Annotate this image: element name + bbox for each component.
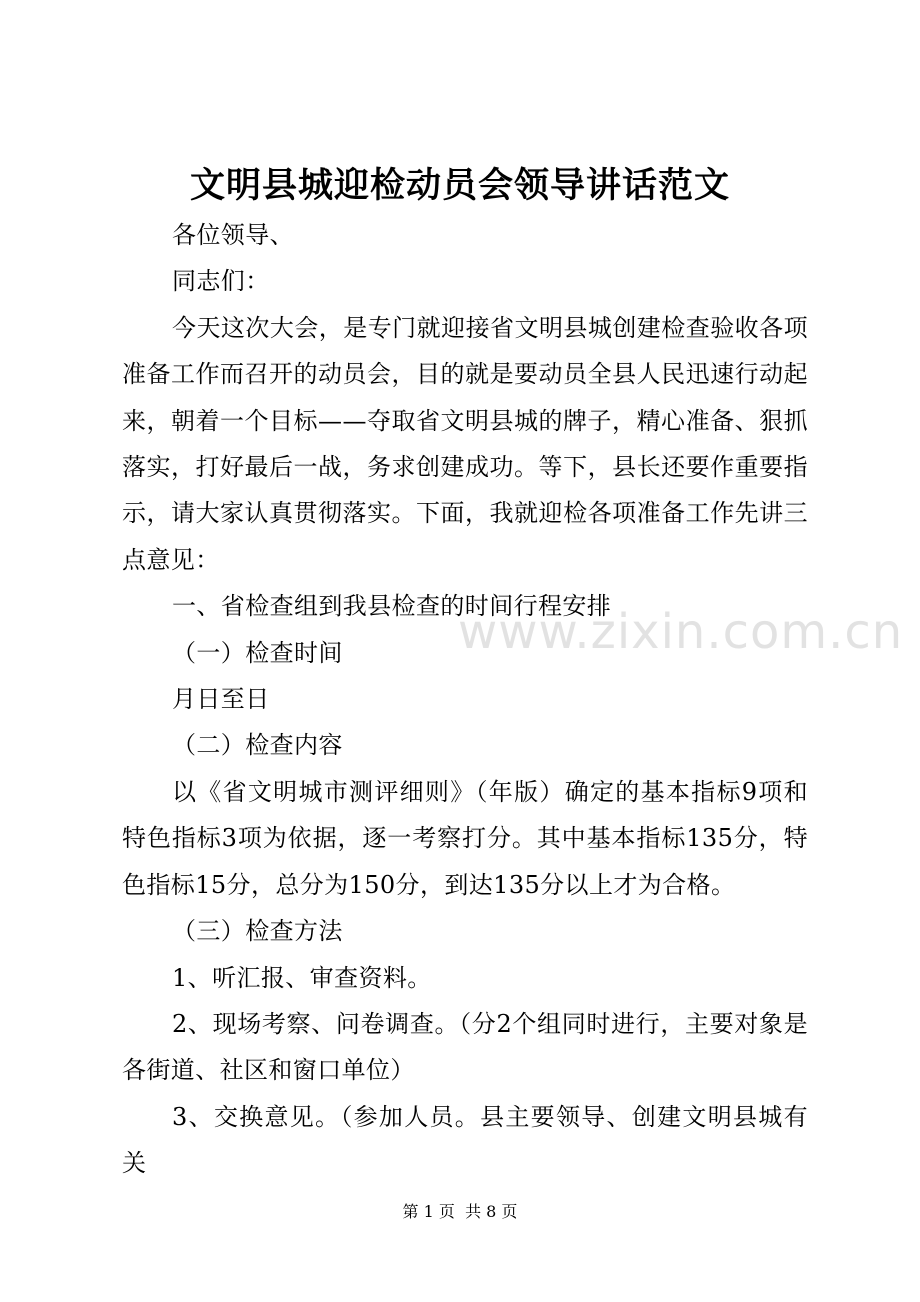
document-body xyxy=(122,212,808,1187)
inspection-time-text: 月日至日 xyxy=(172,685,270,714)
method-item-2: 2、现场考察、问卷调查。（分2个组同时进行，主要对象是各街道、社区和窗口单位） xyxy=(122,1009,808,1085)
subheading-inspection-method: （三）检查方法 xyxy=(172,917,343,946)
method-item-1: 1、听汇报、审查资料。 xyxy=(172,963,432,992)
watermark: www.zixin.com.cn xyxy=(458,604,904,660)
inspection-content-paragraph: 以《省文明城市测评细则》（年版）确定的基本指标9项和特色指标3项为依据，逐一考察打分。其中基本指标135分，特色指标15分，总分为150分，到达135分以上才为合格。 xyxy=(122,777,808,899)
subheading-inspection-time: （一）检查时间 xyxy=(172,638,343,667)
salutation-comrades: 同志们： xyxy=(172,267,270,296)
intro-paragraph: 今天这次大会，是专门就迎接省文明县城创建检查验收各项准备工作而召开的动员会，目的就是要动员全县人民迅速行动起来，朝着一个目标——夺取省文明县城的牌子，精心准备、狠抓落实，打好最后一战，务求创建成功。等下，县长还要作重要指示，请大家认真贯彻落实。下面，我就迎检各项准备工作先讲三点意见： xyxy=(122,313,808,574)
page-footer: 第 1 页 共 8 页 xyxy=(402,1202,518,1221)
section-heading-1: 一、省检查组到我县检查的时间行程安排 xyxy=(172,592,612,621)
salutation-leaders: 各位领导、 xyxy=(172,221,294,249)
method-item-3: 3、交换意见。（参加人员。县主要领导、创建文明县城有关 xyxy=(122,1102,808,1178)
subheading-inspection-content: （二）检查内容 xyxy=(172,731,343,760)
document-title: 文明县城迎检动员会领导讲话范文 xyxy=(189,165,730,206)
